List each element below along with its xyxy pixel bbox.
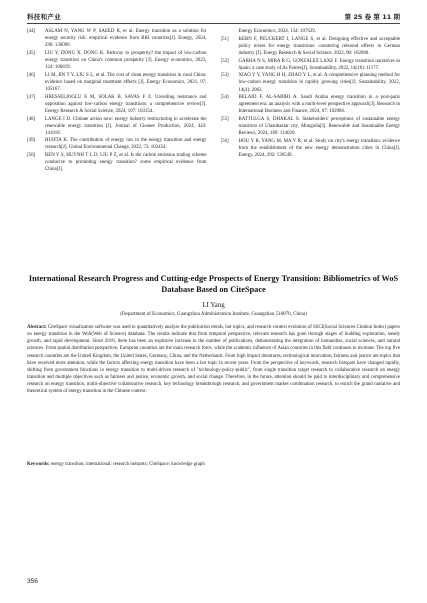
- keywords-text: energy transition; international; research hotspots; CiteSpace; knowledge graph: [49, 462, 205, 467]
- author-affiliation: (Department of Economics, Guangzhou Administration Institute, Guangzhou 510070, China): [120, 312, 307, 317]
- reference-number: [51]: [220, 36, 229, 42]
- reference-entry: [27, 116, 207, 137]
- reference-entry: [221, 28, 401, 35]
- reference-entry: [221, 36, 401, 57]
- reference-entry: [221, 58, 401, 72]
- reference-text: REN Y S, HUYNH T L D, LIU P Z, et al. Is the carbon emission trading scheme conducive to promoting energy transition? some empirical evidence from China[J].: [45, 153, 207, 173]
- abstract-label: Abstract:: [27, 325, 47, 330]
- reference-entry: [27, 50, 207, 71]
- reference-number: [47]: [27, 94, 36, 100]
- reference-text: LANGE I D. Climate action now: energy industry restructuring to accelerate the renewable energy transition [J]. Journal of Cleaner Production, 2024, 443: 141018.: [45, 116, 207, 136]
- reference-text: HUHTA K. The contribution of energy law to the energy transition and energy research[J]. Global Environmental Change, 2022, 73: 102454.: [45, 138, 207, 151]
- reference-entry: [221, 116, 401, 137]
- reference-number: [54]: [220, 95, 229, 101]
- reference-number: [46]: [27, 72, 36, 78]
- keywords: [27, 461, 400, 468]
- article-title: International Research Progress and Cutting-edge Prospects of Energy Transition: Bibliometrics of WoS Database Based on CiteSpace: [28, 274, 399, 294]
- reference-column-left: [27, 28, 207, 265]
- reference-text: XIAO Y Y, YANG H H, ZHAO Y L, et al. A comprehensive planning method for low-carbon energy transition in rapidly growing cities[J]. Sustainability, 2022, 14(4): 2063.: [238, 73, 400, 93]
- reference-text: LI M, JIN T Y, LIU S L, et al. The cost of clean energy transition in rural China: evidence based on marginal treatment effects [J]. Energy Economics, 2021, 97: 105167.: [45, 72, 207, 92]
- abstract: [27, 324, 400, 396]
- reference-number: [56]: [220, 138, 229, 144]
- abstract-text: CiteSpace visualization software was used to quantitatively analyze the publication trends, hot topics, and research context evolution of SSCI(Social Sciences Citation Index) papers on energy transition in the WoS(Web of Science) database. The results indicate that from temporal perspective, relevant research has gone through stages of budding exploration, steady growth, and rapid development. Since 2016, there has been an explosive increase in the number of publications, demonstrating the integration of humanities, social sciences, and natural sciences. From spatial distribution perspective, European countries are the main research force, while the academic influence of Asian countries in this field continues to increase. The top five research countries are the United Kingdom, the United States, Germany, China, and the Netherlands. From high impact literatures, technological innovation, fairness and justice are topics that have received more attention, while the factors affecting energy transition have been a hot topic in recent years. From the perspective of keywords, research hotspots have changed rapidly, shifting from government functions in energy transition to multi-driven research of "technology-policy-public", from single transition target research to collaborative research on energy transition and multiple objectives such as fairness and justice, economic growth, and social change. Therefore, in the future, attention should be paid to interdisciplinary and comprehensive research on energy transition, multi-objective collaborative research, key technology breakthrough research, and government market combination research, to enrich the grand narrative and theoretical system of energy transition in the Chinese context.: [27, 325, 400, 395]
- page-header: [27, 10, 400, 22]
- reference-number: [45]: [27, 50, 36, 56]
- reference-entry: [27, 94, 207, 115]
- reference-text: ASLAM N, YANG W P, SAEED R, et al. Energy transition as a solution for energy security risk: empirical evidence from BRI countries[J]. Energy, 2024, 290: 130090.: [45, 29, 207, 49]
- reference-entry: [221, 94, 401, 115]
- journal-name: 科技和产业: [27, 12, 61, 21]
- reference-number: [44]: [27, 29, 36, 34]
- reference-text: HOU Y R, YANG M, MA Y R, et al. Study on city's energy transition: evidence from the establishment of the new energy demonstration cities in China[J]. Energy, 2024, 292: 130549.: [238, 138, 400, 159]
- reference-text: LIU Y, DONG X, DONG K. Pathway to prosperity? the impact of low-carbon energy transition on China's common prosperity [J]. Energy economics, 2023, 124: 106819.: [45, 50, 207, 71]
- reference-text: GARHA N S, MIRA R G, GONZALEZ LAXE F. Energy transition narratives in Spain: a case study of As Pontes[J]. Sustainability, 2022, 14(18): 11177.: [238, 58, 400, 71]
- reference-entry: [221, 138, 401, 159]
- reference-column-right: [221, 28, 401, 265]
- header-rule: [27, 23, 400, 24]
- reference-text: KERN F, PEUCKERT J, LANGE S, et al. Designing effective and acceptable policy mixes for energy transitions: countering rebound effects in German industry [J]. Energy Research & Social Science, 2022, 90: 102680.: [238, 36, 400, 56]
- author-name: LI Yang: [202, 301, 225, 309]
- reference-text: HRESSELIOGLU E M, SOLAK B, SAVAS F Z. Unveiling resistance and opposition against low-carbon energy transitions: a comprehensive review[J]. Energy Research & Social Science, 2024, 107: 103354.: [45, 94, 207, 114]
- reference-number: [48]: [27, 116, 36, 122]
- keywords-label: Keywords:: [27, 462, 50, 467]
- reference-entry: [221, 72, 401, 93]
- reference-text: BELAID F, AL-SARIHI A. Saudi Arabia energy transition in a post-paris agreement era: an analysis with a multi-level perspective approach[J]. Research in International Business and Finance, 2024, 67: 102086.: [238, 95, 400, 115]
- reference-list: [27, 28, 400, 265]
- reference-number: [53]: [220, 73, 229, 79]
- issue-info: 第 25 卷 第 11 期: [344, 12, 400, 21]
- reference-text: BATTULGA S, DHAKAL S. Stakeholders' perceptions of sustainable energy transition of Ulaanbaatar city, Mongolia[J]. Renewable and Sustainable Energy Reviews, 2024, 189: 114020.: [238, 117, 400, 137]
- reference-entry: [27, 152, 207, 173]
- reference-number: [55]: [220, 117, 229, 123]
- page-number: 356: [27, 578, 38, 585]
- reference-number: [52]: [220, 58, 229, 64]
- reference-number: [50]: [27, 153, 36, 159]
- reference-number: [221, 28, 239, 35]
- reference-text: Energy Economics, 2024, 134: 107629.: [238, 29, 316, 34]
- reference-number: [49]: [27, 138, 36, 144]
- reference-entry: [27, 72, 207, 93]
- reference-entry: [27, 137, 207, 151]
- reference-entry: [27, 28, 207, 49]
